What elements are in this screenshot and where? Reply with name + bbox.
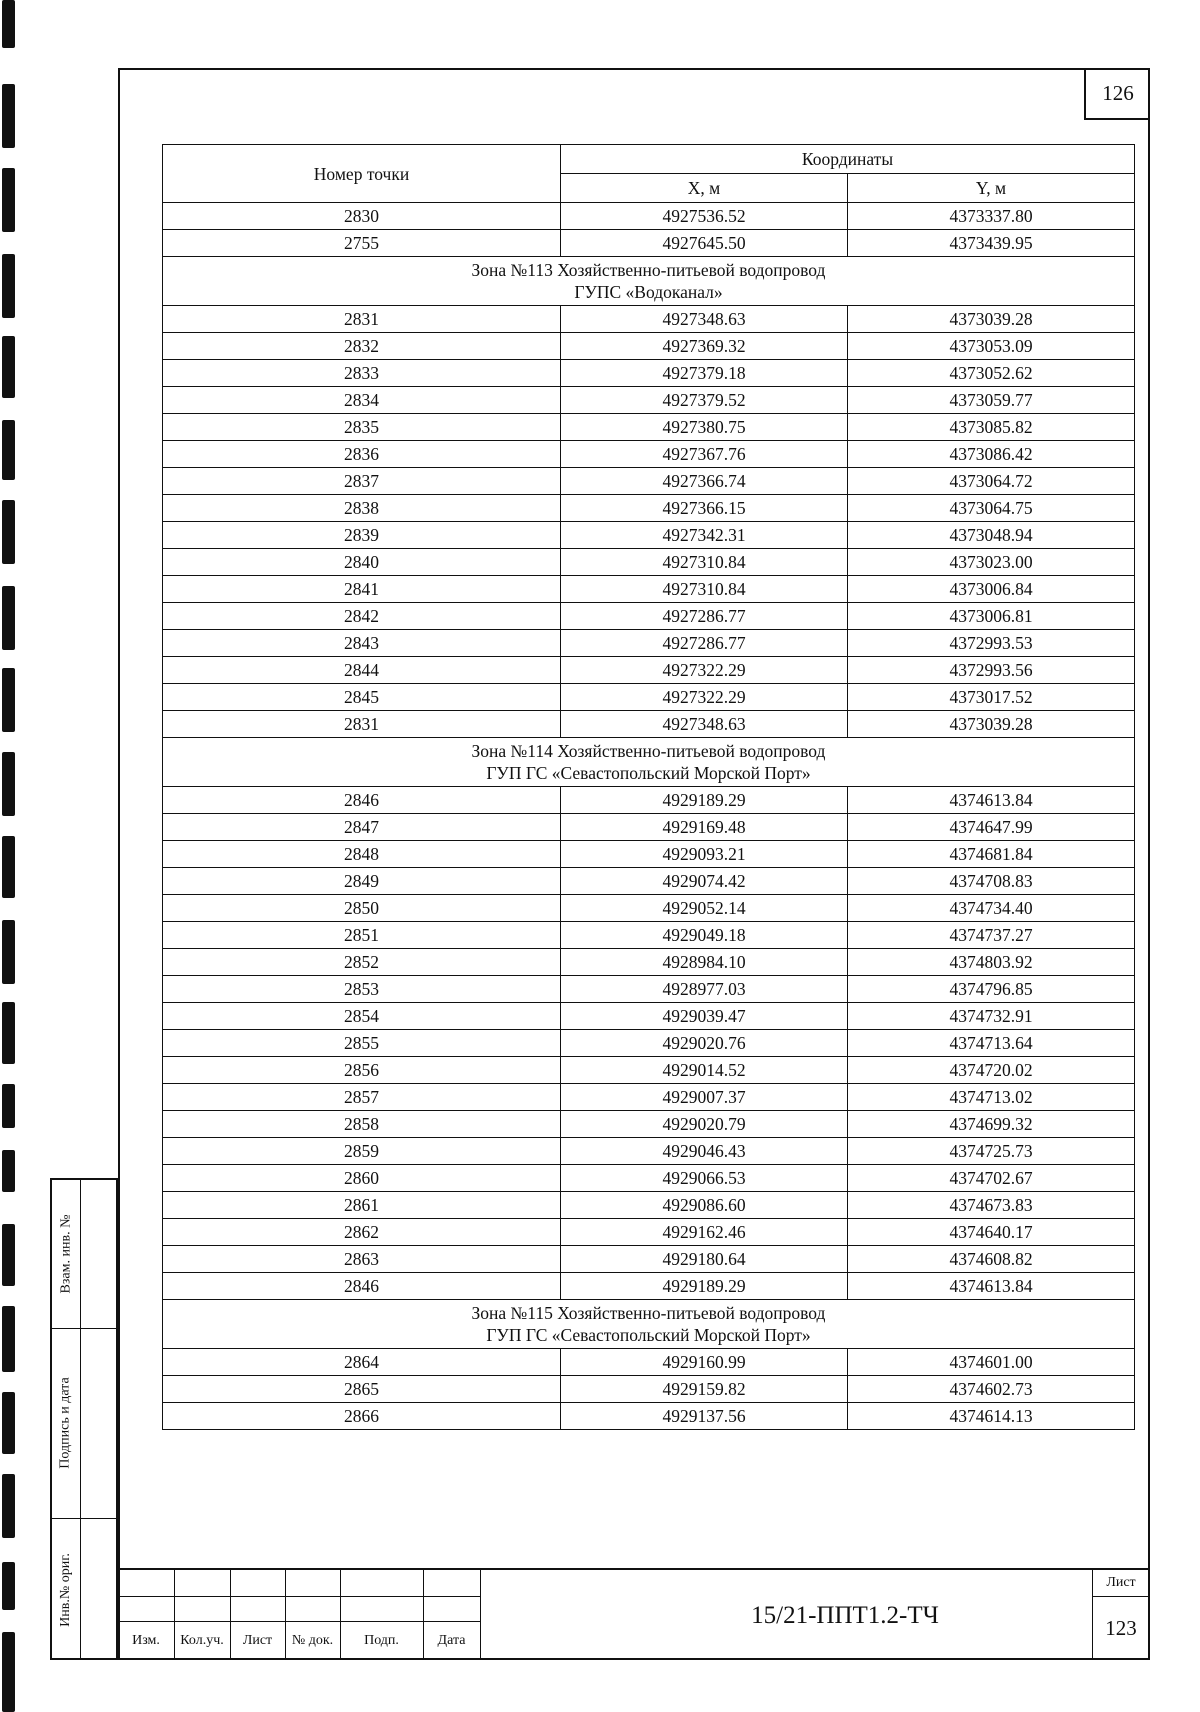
header-y: Y, м [848,174,1135,203]
table-row [163,1403,1135,1430]
y-coordinate-cell: 4374647.99 [848,814,1135,841]
point-number-cell: 2838 [163,495,561,522]
y-coordinate-cell: 4374699.32 [848,1111,1135,1138]
table-row [163,1057,1135,1084]
binding-mark [2,1392,15,1454]
title-col-date: Дата [437,1633,466,1648]
title-col-count: Кол.уч. [180,1633,224,1648]
table-row [163,949,1135,976]
x-coordinate-cell: 4927369.32 [561,333,848,360]
y-coordinate-cell: 4373337.80 [848,203,1135,230]
point-number-cell: 2851 [163,922,561,949]
table-row [163,576,1135,603]
x-coordinate-cell: 4929093.21 [561,841,848,868]
zone-title [163,257,1135,306]
point-number-cell: 2856 [163,1057,561,1084]
x-coordinate-cell: 4929189.29 [561,787,848,814]
table-row [163,1273,1135,1300]
point-number-cell: 2861 [163,1192,561,1219]
zone-title-line-2: ГУП ГС «Севастопольский Морской Порт» [486,763,811,783]
point-number-cell: 2835 [163,414,561,441]
point-number-cell: 2755 [163,230,561,257]
side-label-signature-date: Подпись и дата [58,1377,74,1469]
title-col-change: Изм. [132,1633,160,1648]
y-coordinate-cell: 4374796.85 [848,976,1135,1003]
point-number-cell: 2844 [163,657,561,684]
point-number-cell: 2847 [163,814,561,841]
x-coordinate-cell: 4927322.29 [561,657,848,684]
x-coordinate-cell: 4928984.10 [561,949,848,976]
binding-mark [2,1002,15,1064]
zone-title-line-1: Зона №114 Хозяйственно-питьевой водопровод [471,741,826,761]
point-number-cell: 2846 [163,787,561,814]
binding-mark [2,1632,15,1712]
binding-mark [2,668,15,732]
binding-mark [2,920,15,984]
table-row [163,306,1135,333]
x-coordinate-cell: 4928977.03 [561,976,848,1003]
point-number-cell: 2849 [163,868,561,895]
binding-mark [2,336,15,398]
y-coordinate-cell: 4374608.82 [848,1246,1135,1273]
table-row [163,333,1135,360]
x-coordinate-cell: 4927322.29 [561,684,848,711]
point-number-cell: 2858 [163,1111,561,1138]
y-coordinate-cell: 4374601.00 [848,1349,1135,1376]
y-coordinate-cell: 4372993.56 [848,657,1135,684]
bottom-sheet-number: 123 [1105,1616,1137,1640]
y-coordinate-cell: 4374613.84 [848,1273,1135,1300]
table-row [163,1111,1135,1138]
binding-mark [2,420,15,480]
table-row [163,1084,1135,1111]
binding-mark [2,1224,15,1286]
x-coordinate-cell: 4929169.48 [561,814,848,841]
table-row [163,1349,1135,1376]
point-number-cell: 2864 [163,1349,561,1376]
table-row [163,922,1135,949]
table-row [163,711,1135,738]
point-number-cell: 2832 [163,333,561,360]
binding-mark [2,500,15,564]
x-coordinate-cell: 4927366.15 [561,495,848,522]
zone-title-line-2: ГУПС «Водоканал» [574,282,723,302]
side-label-replacement-inventory: Взам. инв. № [58,1214,73,1294]
point-number-cell: 2865 [163,1376,561,1403]
table-row [163,814,1135,841]
table-row [163,203,1135,230]
binding-mark [2,1150,15,1192]
x-coordinate-cell: 4927645.50 [561,230,848,257]
point-number-cell: 2839 [163,522,561,549]
table-row [163,495,1135,522]
point-number-cell: 2852 [163,949,561,976]
x-coordinate-cell: 4929137.56 [561,1403,848,1430]
y-coordinate-cell: 4373064.75 [848,495,1135,522]
zone-title-line-1: Зона №113 Хозяйственно-питьевой водопровод [471,260,826,280]
zone-header-row [163,738,1135,787]
header-point-number: Номер точки [163,145,561,203]
y-coordinate-cell: 4373023.00 [848,549,1135,576]
point-number-cell: 2854 [163,1003,561,1030]
y-coordinate-cell: 4373006.81 [848,603,1135,630]
x-coordinate-cell: 4927310.84 [561,549,848,576]
table-row [163,1219,1135,1246]
point-number-cell: 2833 [163,360,561,387]
x-coordinate-cell: 4927536.52 [561,203,848,230]
x-coordinate-cell: 4927348.63 [561,711,848,738]
zone-header-row [163,257,1135,306]
x-coordinate-cell: 4927366.74 [561,468,848,495]
point-number-cell: 2831 [163,711,561,738]
y-coordinate-cell: 4374734.40 [848,895,1135,922]
x-coordinate-cell: 4929189.29 [561,1273,848,1300]
point-number-cell: 2842 [163,603,561,630]
table-row [163,1003,1135,1030]
title-block [118,1568,1150,1660]
table-row [163,630,1135,657]
y-coordinate-cell: 4374713.02 [848,1084,1135,1111]
zone-title [163,738,1135,787]
table-row [163,1165,1135,1192]
table-row [163,387,1135,414]
x-coordinate-cell: 4927380.75 [561,414,848,441]
x-coordinate-cell: 4929049.18 [561,922,848,949]
point-number-cell: 2853 [163,976,561,1003]
y-coordinate-cell: 4374803.92 [848,949,1135,976]
table-row [163,684,1135,711]
table-row [163,787,1135,814]
coordinates-table [162,144,1135,1430]
point-number-cell: 2863 [163,1246,561,1273]
x-coordinate-cell: 4929039.47 [561,1003,848,1030]
table-row [163,1030,1135,1057]
table-row [163,976,1135,1003]
binding-marks [0,0,20,1712]
x-coordinate-cell: 4929066.53 [561,1165,848,1192]
zone-title [163,1300,1135,1349]
table-row [163,1376,1135,1403]
binding-mark [2,1084,15,1128]
x-coordinate-cell: 4927310.84 [561,576,848,603]
x-coordinate-cell: 4927379.18 [561,360,848,387]
table-row [163,841,1135,868]
binding-mark [2,1474,15,1538]
y-coordinate-cell: 4373064.72 [848,468,1135,495]
y-coordinate-cell: 4374673.83 [848,1192,1135,1219]
x-coordinate-cell: 4929007.37 [561,1084,848,1111]
point-number-cell: 2845 [163,684,561,711]
x-coordinate-cell: 4929159.82 [561,1376,848,1403]
y-coordinate-cell: 4374614.13 [848,1403,1135,1430]
point-number-cell: 2837 [163,468,561,495]
document-code: 15/21-ППТ1.2-ТЧ [751,1602,939,1629]
header-x: X, м [561,174,848,203]
binding-mark [2,254,15,318]
point-number-cell: 2843 [163,630,561,657]
binding-mark [2,0,15,48]
bottom-sheet-label: Лист [1106,1575,1136,1590]
binding-mark [2,1562,15,1610]
x-coordinate-cell: 4927342.31 [561,522,848,549]
y-coordinate-cell: 4374613.84 [848,787,1135,814]
y-coordinate-cell: 4373053.09 [848,333,1135,360]
x-coordinate-cell: 4929086.60 [561,1192,848,1219]
x-coordinate-cell: 4929052.14 [561,895,848,922]
y-coordinate-cell: 4373085.82 [848,414,1135,441]
point-number-cell: 2857 [163,1084,561,1111]
binding-mark [2,752,15,816]
x-coordinate-cell: 4929020.79 [561,1111,848,1138]
table-row [163,1138,1135,1165]
y-coordinate-cell: 4373039.28 [848,711,1135,738]
table-row [163,1192,1135,1219]
table-row [163,1246,1135,1273]
title-col-doc-number: № док. [291,1633,334,1648]
y-coordinate-cell: 4373006.84 [848,576,1135,603]
top-sheet-number-text: 126 [1102,80,1134,105]
y-coordinate-cell: 4373086.42 [848,441,1135,468]
y-coordinate-cell: 4373017.52 [848,684,1135,711]
coordinates-table-body [163,203,1135,1430]
y-coordinate-cell: 4372993.53 [848,630,1135,657]
y-coordinate-cell: 4373039.28 [848,306,1135,333]
table-row [163,549,1135,576]
y-coordinate-cell: 4374732.91 [848,1003,1135,1030]
x-coordinate-cell: 4927348.63 [561,306,848,333]
y-coordinate-cell: 4373439.95 [848,230,1135,257]
table-row [163,895,1135,922]
x-coordinate-cell: 4929162.46 [561,1219,848,1246]
point-number-cell: 2859 [163,1138,561,1165]
point-number-cell: 2831 [163,306,561,333]
table-row [163,468,1135,495]
point-number-cell: 2834 [163,387,561,414]
x-coordinate-cell: 4929180.64 [561,1246,848,1273]
binding-mark [2,168,15,232]
binding-mark [2,836,15,898]
y-coordinate-cell: 4373052.62 [848,360,1135,387]
x-coordinate-cell: 4927367.76 [561,441,848,468]
x-coordinate-cell: 4927379.52 [561,387,848,414]
header-coordinates: Координаты [561,145,1135,174]
x-coordinate-cell: 4929020.76 [561,1030,848,1057]
binding-mark [2,586,15,650]
point-number-cell: 2866 [163,1403,561,1430]
point-number-cell: 2846 [163,1273,561,1300]
side-label-original-inventory: Инв.№ ориг. [58,1553,74,1627]
x-coordinate-cell: 4927286.77 [561,630,848,657]
binding-mark [2,84,15,148]
point-number-cell: 2841 [163,576,561,603]
x-coordinate-cell: 4929160.99 [561,1349,848,1376]
table-row [163,360,1135,387]
y-coordinate-cell: 4374708.83 [848,868,1135,895]
binding-mark [2,1306,15,1372]
y-coordinate-cell: 4374681.84 [848,841,1135,868]
point-number-cell: 2862 [163,1219,561,1246]
y-coordinate-cell: 4374702.67 [848,1165,1135,1192]
side-stamp [50,1178,118,1660]
zone-title-line-2: ГУП ГС «Севастопольский Морской Порт» [486,1325,811,1345]
y-coordinate-cell: 4374725.73 [848,1138,1135,1165]
title-col-signature: Подп. [364,1633,399,1648]
title-col-sheet: Лист [242,1633,273,1648]
y-coordinate-cell: 4374640.17 [848,1219,1135,1246]
y-coordinate-cell: 4373059.77 [848,387,1135,414]
table-row [163,230,1135,257]
y-coordinate-cell: 4374737.27 [848,922,1135,949]
table-row [163,441,1135,468]
x-coordinate-cell: 4927286.77 [561,603,848,630]
point-number-cell: 2855 [163,1030,561,1057]
table-row [163,414,1135,441]
y-coordinate-cell: 4374720.02 [848,1057,1135,1084]
table-row [163,657,1135,684]
point-number-cell: 2836 [163,441,561,468]
table-row [163,522,1135,549]
point-number-cell: 2840 [163,549,561,576]
x-coordinate-cell: 4929046.43 [561,1138,848,1165]
x-coordinate-cell: 4929074.42 [561,868,848,895]
point-number-cell: 2830 [163,203,561,230]
y-coordinate-cell: 4374713.64 [848,1030,1135,1057]
table-row [163,603,1135,630]
x-coordinate-cell: 4929014.52 [561,1057,848,1084]
y-coordinate-cell: 4373048.94 [848,522,1135,549]
point-number-cell: 2850 [163,895,561,922]
table-row [163,868,1135,895]
y-coordinate-cell: 4374602.73 [848,1376,1135,1403]
point-number-cell: 2860 [163,1165,561,1192]
top-sheet-number [1084,68,1150,120]
zone-header-row [163,1300,1135,1349]
zone-title-line-1: Зона №115 Хозяйственно-питьевой водопровод [471,1303,826,1323]
point-number-cell: 2848 [163,841,561,868]
